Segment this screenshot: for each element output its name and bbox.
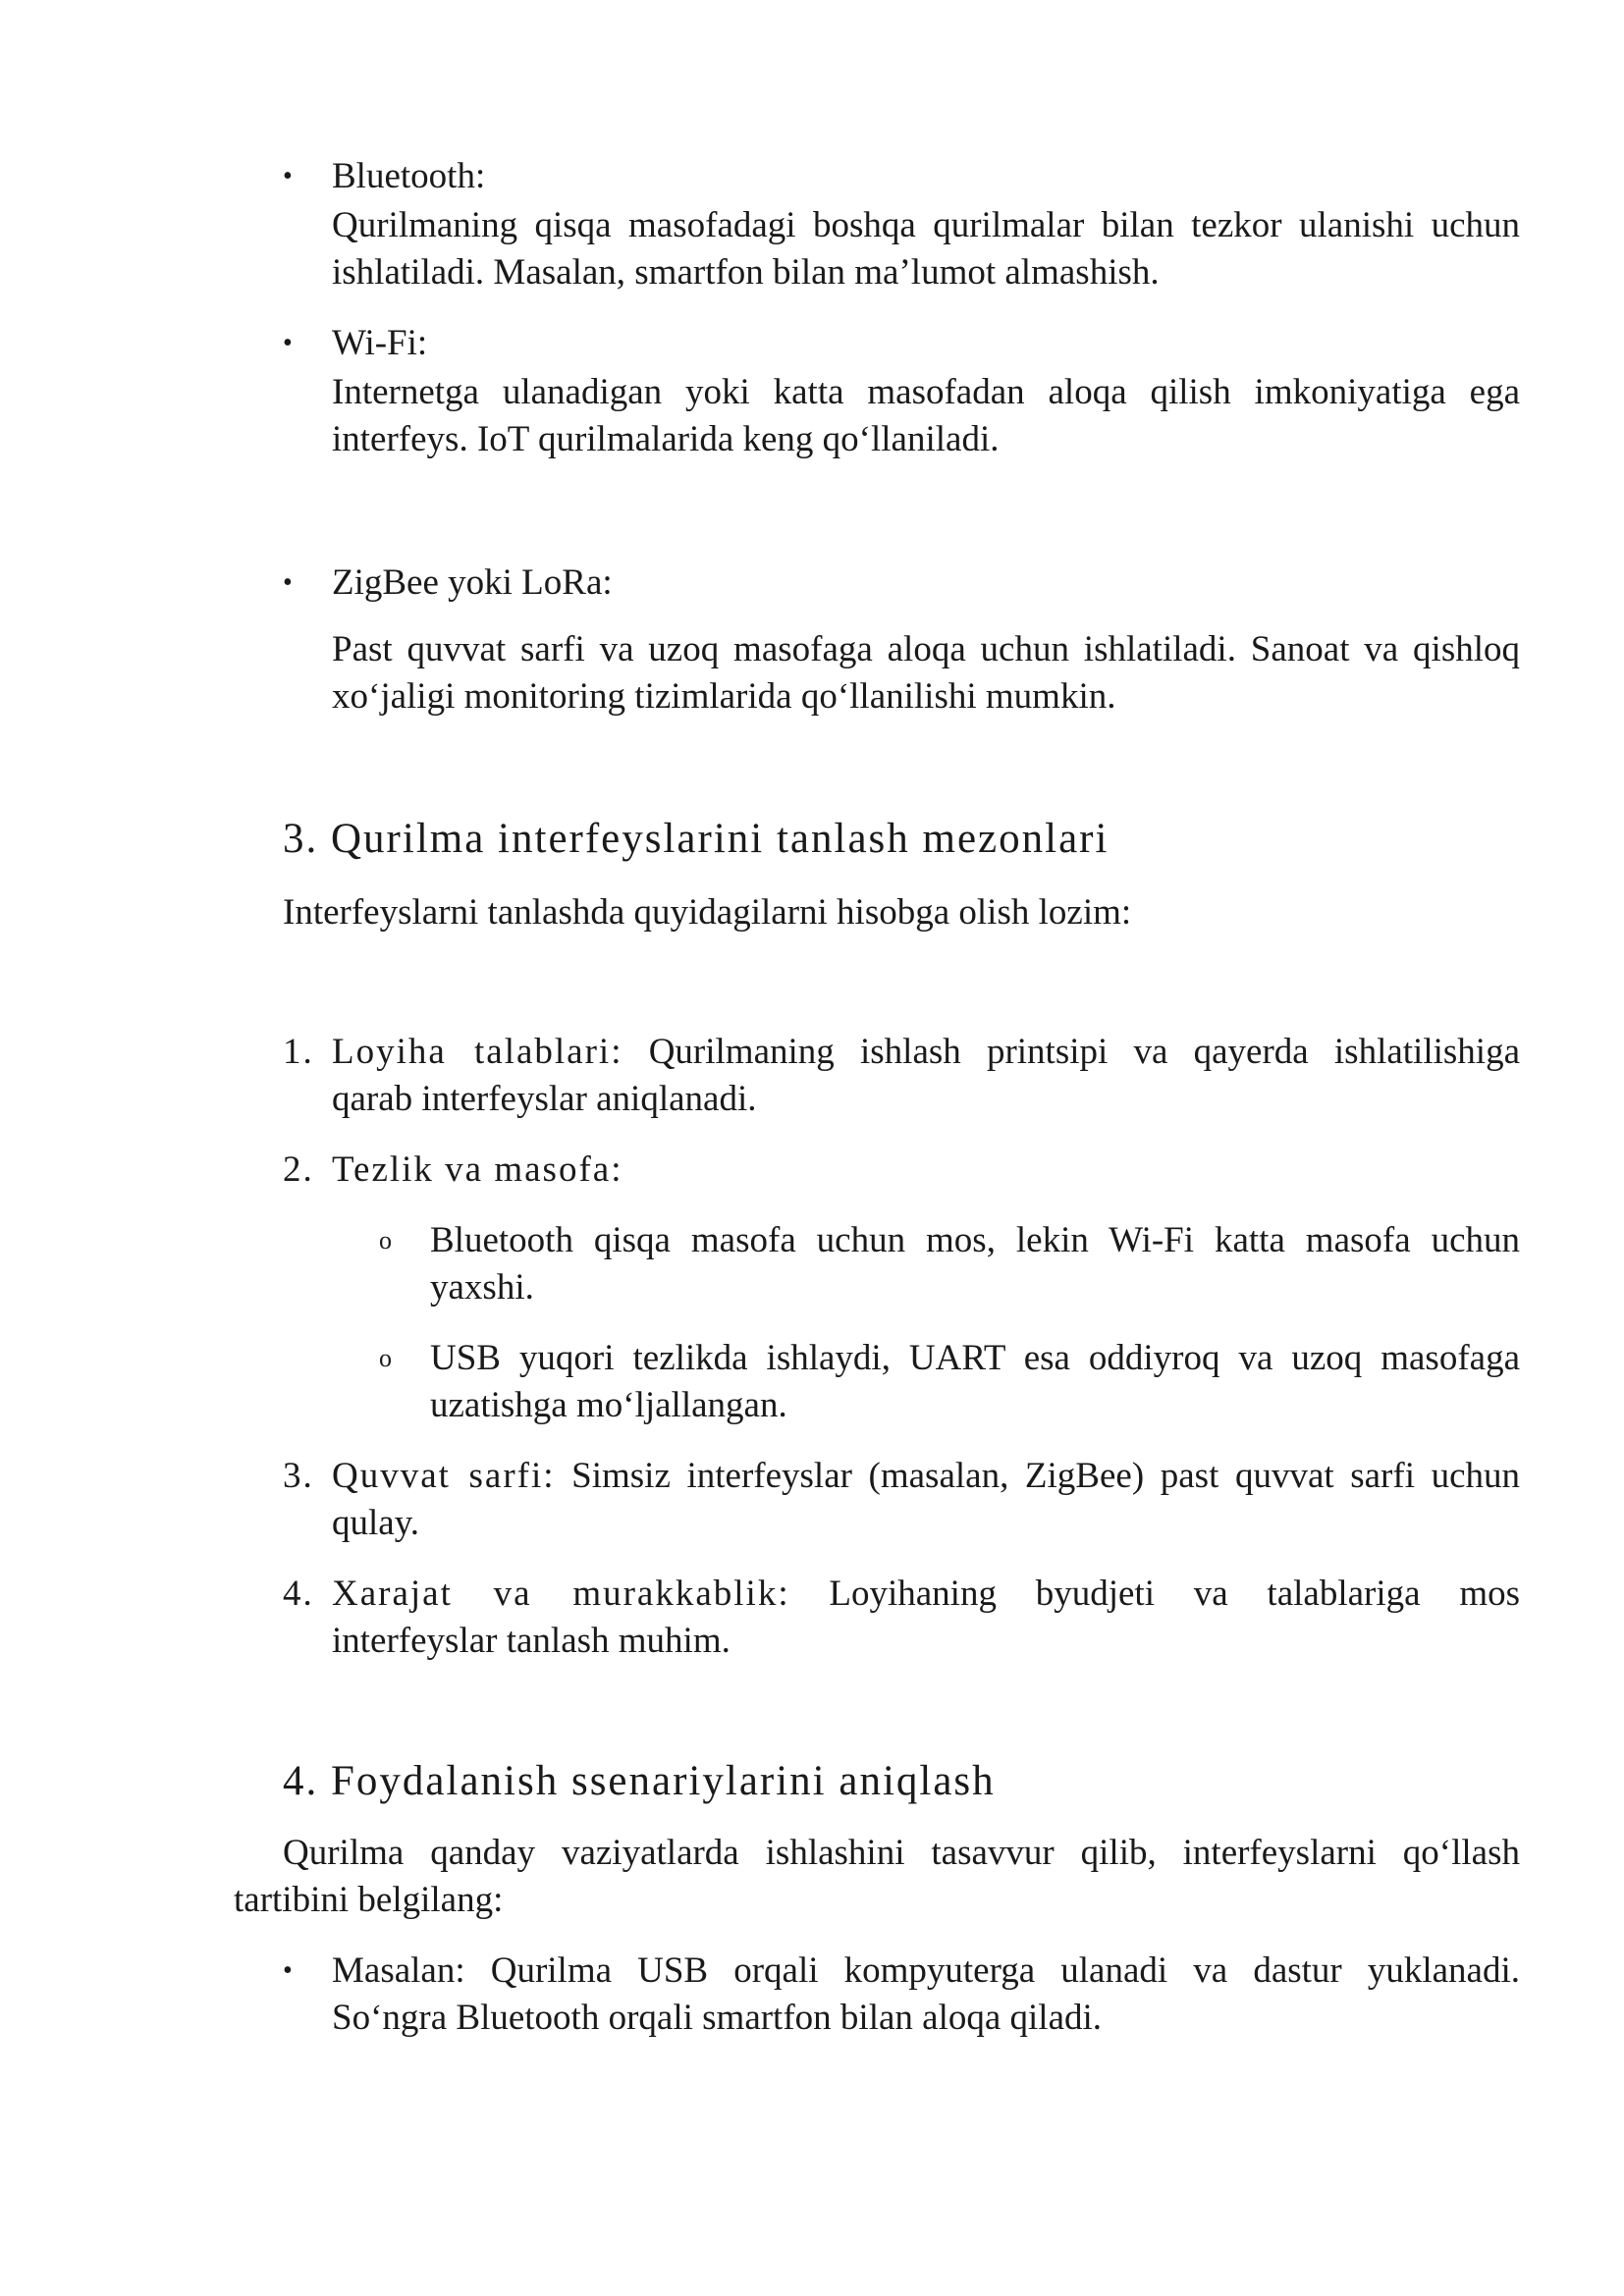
section-heading: 4. Foydalanish ssenariylarini aniqlash [283, 1758, 996, 1804]
item-number: 1. [283, 1032, 314, 1072]
item-number: 2. [283, 1149, 314, 1190]
item-label: Tezlik va masofa: [332, 1149, 623, 1190]
item-number: 3. [283, 1456, 314, 1496]
sub-item: USB yuqori tezlikda ishlaydi, UART esa oddiyroq va uzoq masofaga uzatishga mo‘ljallangan. [430, 1338, 1520, 1425]
bullet-icon: • [283, 328, 293, 358]
section-heading: 3. Qurilma interfeyslarini tanlash mezonlari [283, 816, 1110, 862]
bullet-title: Bluetooth: [332, 156, 486, 196]
item-label: Quvvat sarfi: [332, 1456, 556, 1496]
bullet-title: ZigBee yoki LoRa: [332, 562, 613, 603]
item-body: Quvvat sarfi: Simsiz interfeyslar (masalan, ZigBee) past quvvat sarfi uchun qulay. [332, 1456, 1520, 1543]
bullet-icon: • [283, 567, 293, 598]
sub-item: Bluetooth qisqa masofa uchun mos, lekin Wi-Fi katta masofa uchun yaxshi. [430, 1220, 1520, 1308]
bullet-icon: • [283, 1955, 293, 1986]
item-body [332, 1147, 1520, 1194]
sub-bullet-icon: o [379, 1344, 392, 1372]
item-number: 4. [283, 1574, 314, 1614]
sub-bullet-icon: o [379, 1226, 392, 1255]
bullet-title: Wi-Fi: [332, 323, 428, 363]
item-label: Loyiha talablari: [332, 1032, 623, 1072]
item-body: Loyiha talablari: Qurilmaning ishlash printsipi va qayerda ishlatilishiga qarab interfeyslar aniqlanadi. [332, 1032, 1520, 1119]
item-label: Xarajat va murakkablik: [332, 1574, 790, 1614]
section-intro: Interfeyslarni tanlashda quyidagilarni hisobga olish lozim: [283, 892, 1132, 933]
bullet-icon: • [283, 161, 293, 191]
bullet-body: Qurilmaning qisqa masofadagi boshqa qurilmalar bilan tezkor ulanishi uchun ishlatiladi. Masalan, smartfon bilan ma’lumot almashish. [332, 205, 1520, 293]
bullet-body: Past quvvat sarfi va uzoq masofaga aloqa uchun ishlatiladi. Sanoat va qishloq xo‘jaligi monitoring tizimlarida qo‘llanilishi mumkin. [332, 629, 1520, 717]
bullet-body: Masalan: Qurilma USB orqali kompyuterga ulanadi va dastur yuklanadi. So‘ngra Bluetooth orqali smartfon bilan aloqa qiladi. [332, 1950, 1520, 2038]
item-body: Xarajat va murakkablik: Loyihaning byudjeti va talablariga mos interfeyslar tanlash muhim. [332, 1574, 1521, 1661]
section-paragraph: Qurilma qanday vaziyatlarda ishlashini tasavvur qilib, interfeyslarni qo‘llash tartibini belgilang: [234, 1833, 1520, 1920]
bullet-body: Internetga ulanadigan yoki katta masofadan aloqa qilish imkoniyatiga ega interfeys. IoT qurilmalarida keng qo‘llaniladi. [332, 372, 1520, 459]
